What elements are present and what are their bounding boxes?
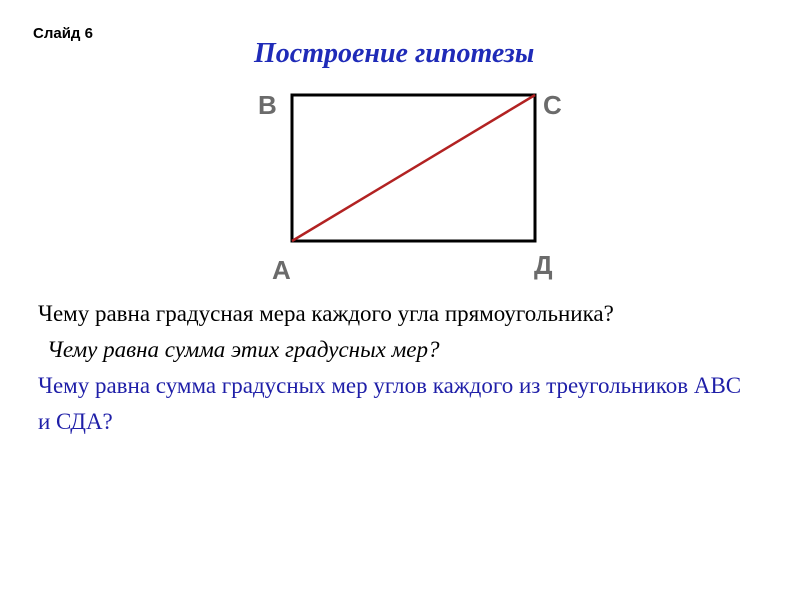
vertex-label-d: Д: [534, 250, 553, 280]
question-sum-of-angles: Чему равна сумма этих градусных мер?: [47, 337, 440, 362]
question-triangle-angle-sum: Чему равна сумма градусных мер углов каждого из треугольников АВС и СДА?: [38, 373, 742, 434]
slide-title: Построение гипотезы: [254, 38, 535, 69]
vertex-label-c: С: [543, 90, 562, 120]
diagonal-ac: [292, 95, 535, 241]
slide-number-label: Слайд 6: [33, 25, 93, 42]
questions-block: [38, 296, 758, 440]
rectangle-diagram: [240, 80, 600, 290]
vertex-label-b: В: [258, 90, 277, 120]
rectangle-diagram-svg: [240, 80, 600, 290]
question-angle-measure: Чему равна градусная мера каждого угла прямоугольника?: [38, 301, 614, 326]
vertex-label-a: А: [272, 255, 291, 285]
